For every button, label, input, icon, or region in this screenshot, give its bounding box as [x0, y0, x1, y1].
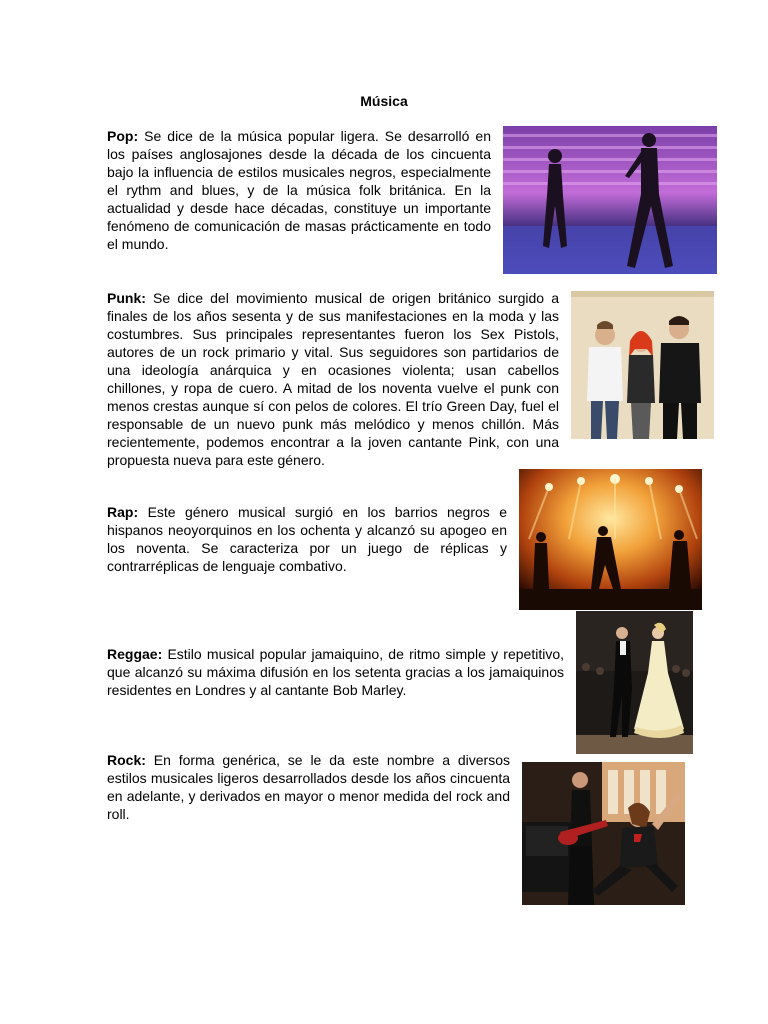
rap-term: Rap:	[107, 504, 139, 520]
rock-text: En forma genérica, se le da este nombre a diversos estilos musicales ligeros desarrollados desde los años cincuenta en adelante, y derivados en mayor o menor medida del rock and roll.	[107, 752, 510, 822]
punk-paragraph	[107, 289, 559, 469]
rock-term: Rock:	[107, 752, 146, 768]
pop-term: Pop:	[107, 128, 139, 144]
reggae-dancers-photo	[576, 611, 693, 754]
page-title: Música	[360, 93, 408, 109]
reggae-text: Estilo musical popular jamaiquino, de ritmo simple y repetitivo, que alcanzó su máxima difusión en los setenta gracias a los jamaiquinos residentes en Londres y al cantante Bob Marley.	[107, 646, 564, 698]
pop-text: Se dice de la música popular ligera. Se desarrolló en los países anglosajones desde la década de los cincuenta bajo la influencia de estilos musicales negros, especialmente el rythm and blues, y de la música folk británica. En la actualidad y desde hace décadas, constituye un importante fenómeno de comunicación de masas prácticamente en todo el mundo.	[107, 128, 491, 252]
pop-dancers-photo	[503, 126, 717, 274]
pop-paragraph	[107, 127, 491, 253]
punk-band-photo	[571, 291, 714, 439]
reggae-term: Reggae:	[107, 646, 163, 662]
rock-paragraph	[107, 751, 510, 823]
punk-term: Punk:	[107, 290, 146, 306]
punk-text: Se dice del movimiento musical de origen británico surgido a finales de los años sesenta y de sus manifestaciones en la moda y las costumbres. Sus principales representantes fueron los Sex Pistols, autores de un rock primario y vital. Sus seguidores son partidarios de una ideología anárquica y en ocasiones violenta; usan cabellos chillones, y ropa de cuero. A mitad de los noventa vuelve el punk con menos crestas aunque sí con pelos de colores. El trío Green Day, fuel el responsable de un nuevo punk más melódico y menos chillón. Más recientemente, podemos encontrar a la joven cantante Pink, con una propuesta nueva para este género.	[107, 290, 560, 468]
rap-paragraph	[107, 503, 507, 575]
reggae-paragraph	[107, 645, 564, 699]
rock-band-photo	[522, 762, 685, 905]
rap-concert-photo	[519, 469, 702, 610]
rap-text: Este género musical surgió en los barrios negros e hispanos neoyorquinos en los ochenta y alcanzó su apogeo en los noventa. Se caracteriza por un juego de réplicas y contrarréplicas de lenguaje combativo.	[107, 504, 508, 574]
